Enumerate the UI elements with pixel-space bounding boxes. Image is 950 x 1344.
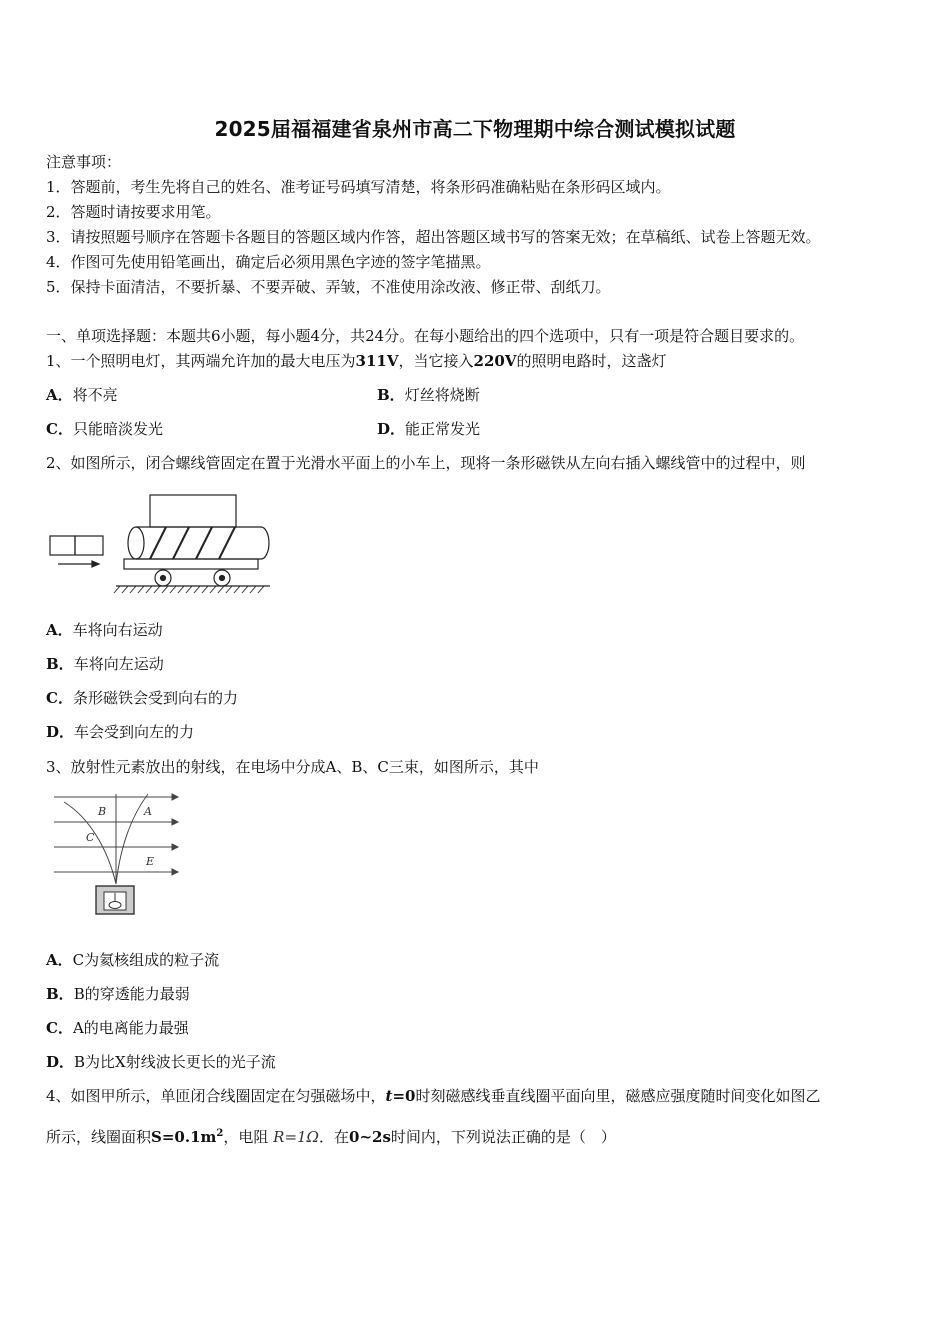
question-2-stem: 2、如图所示，闭合螺线管固定在置于光滑水平面上的小车上，现将一条形磁铁从左向右插入螺线管中的过程中，则 <box>46 454 806 472</box>
notice-heading: 注意事项： <box>46 153 122 171</box>
q3-option-a[interactable]: A．C为氦核组成的粒子流 <box>46 951 220 969</box>
arrow-right-icon <box>92 561 99 567</box>
radiation-field-figure <box>50 790 185 918</box>
notice-item: 1．答题前，考生先将自己的姓名、准考证号码填写清楚，将条形码准确粘贴在条形码区域内。 <box>46 178 671 196</box>
section-heading: 一、单项选择题：本题共6小题，每小题4分，共24分。在每小题给出的四个选项中，只有一项是符合题目要求的。 <box>46 327 805 345</box>
cart-platform <box>124 559 258 569</box>
q1-option-d[interactable]: D．能正常发光 <box>377 420 481 438</box>
question-1-stem: 1、一个照明电灯，其两端允许加的最大电压为311V，当它接入220V的照明电路时，这盏灯 <box>46 352 667 370</box>
notice-item: 2．答题时请按要求用笔。 <box>46 203 221 221</box>
question-4-stem-line1: 4、如图甲所示，单匝闭合线圈固定在匀强磁场中，t=0时刻磁感线垂直线圈平面向里，磁感应强度随时间变化如图乙 <box>46 1087 821 1105</box>
q2-option-a[interactable]: A．车将向右运动 <box>46 621 163 639</box>
q2-option-c[interactable]: C．条形磁铁会受到向右的力 <box>46 689 238 707</box>
notice-item: 5．保持卡面清洁，不要折暴、不要弄破、弄皱，不准使用涂改液、修正带、刮纸刀。 <box>46 278 611 296</box>
bar-magnet-right-half <box>75 536 103 555</box>
solenoid-cart-figure <box>46 492 274 596</box>
solenoid-left-end <box>128 527 144 559</box>
label-a: A <box>144 805 152 818</box>
q2-option-b[interactable]: B．车将向左运动 <box>46 655 164 673</box>
q3-option-b[interactable]: B．B的穿透能力最弱 <box>46 985 190 1003</box>
q1-option-a[interactable]: A．将不亮 <box>46 386 118 404</box>
q1-option-c[interactable]: C．只能暗淡发光 <box>46 420 163 438</box>
notice-item: 3．请按照题号顺序在答题卡各题目的答题区域内作答，超出答题区域书写的答案无效；在草稿纸、试卷上答题无效。 <box>46 228 821 246</box>
label-c: C <box>86 831 95 844</box>
q2-option-d[interactable]: D．车会受到向左的力 <box>46 723 195 741</box>
label-b: B <box>98 805 107 818</box>
resistance-formula: R=1Ω <box>273 1128 319 1146</box>
q3-option-d[interactable]: D．B为比X射线波长更长的光子流 <box>46 1053 276 1071</box>
question-4-stem-line2: 所示，线圈面积$S=0.1m^2$，电阻 R=1Ω．在0~2s时间内，下列说法正确的是（ ） <box>46 1128 616 1146</box>
bar-magnet-left-half <box>50 536 75 555</box>
notice-item: 4．作图可先使用铅笔画出，确定后必须用黑色字迹的签字笔描黑。 <box>46 253 491 271</box>
cart-box <box>150 495 236 527</box>
page-title: 2025届福福建省泉州市高二下物理期中综合测试模拟试题 <box>214 117 736 141</box>
question-3-stem: 3、放射性元素放出的射线，在电场中分成A、B、C三束，如图所示，其中 <box>46 758 539 776</box>
label-e: E <box>146 855 155 868</box>
q1-option-b[interactable]: B．灯丝将烧断 <box>377 386 480 404</box>
q3-option-c[interactable]: C．A的电离能力最强 <box>46 1019 189 1037</box>
